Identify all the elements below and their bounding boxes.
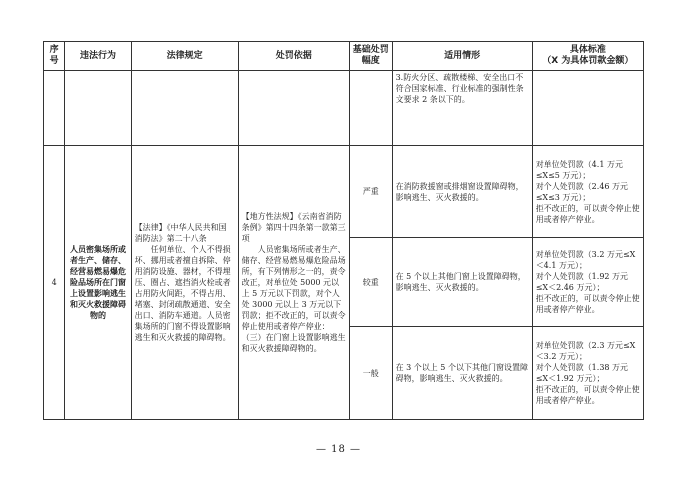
header-standard-title: 具体标准 xyxy=(569,45,606,55)
cell-case-heavy: 在 5 个以上其他门窗上设置障碍物，影响逃生、灭火救援的。 xyxy=(392,238,532,327)
cell-empty xyxy=(532,71,643,146)
cell-case-continued: 3.防火分区、疏散楼梯、安全出口不符合国家标准、行业标准的强制性条文要求 2 条以下的。 xyxy=(392,71,532,146)
cell-seq: 4 xyxy=(44,146,65,420)
cell-empty xyxy=(65,71,131,146)
table-row xyxy=(44,146,644,238)
penalty-standard-table xyxy=(43,41,644,420)
cell-standard-heavy: 对单位处罚款（3.2 万元≤X＜4.1 万元）； 对个人处罚款（1.92 万元≤X＜2.46 万元）； 拒不改正的，可以责令停止使用或者停产停业。 xyxy=(532,238,643,327)
header-violation: 违法行为 xyxy=(65,42,131,71)
header-seq: 序号 xyxy=(44,42,65,71)
header-standard xyxy=(532,42,643,71)
cell-case-general: 在 3 个以上 5 个以下其他门窗设置障碍物，影响逃生、灭火救援的。 xyxy=(392,327,532,420)
cell-empty xyxy=(349,71,392,146)
header-applicable-case: 适用情形 xyxy=(392,42,532,71)
header-base-range: 基础处罚幅度 xyxy=(349,42,392,71)
cell-standard-severe: 对单位处罚款（4.1 万元≤X≤5 万元）； 对个人处罚款（2.46 万元≤X≤3 万元）； 拒不改正的，可以责令停止使用或者停产停业。 xyxy=(532,146,643,238)
header-standard-note: （X 为具体罚款金额） xyxy=(542,56,634,66)
cell-penalty-basis: 【地方性法规】《云南省消防条例》第四十四条第一款第三项 人员密集场所或者生产、储存、经营易燃易爆危险品场所，有下列情形之一的，责令改正，对单位处 5000 元以上 5 万元以下罚款，对个人处 3000 元以上 3 万元以下罚款；拒不改正的，可以责令停止使用或者停产停业： （三）在门窗上设置影响逃生和灭火救援障碍物的。 xyxy=(238,146,349,420)
cell-law: 【法律】《中华人民共和国消防法》第二十八条 任何单位、个人不得损坏、挪用或者擅自拆除、停用消防设施、器材，不得埋压、圈占、遮挡消火栓或者占用防火间距，不得占用、堵塞、封闭疏散通道、安全出口、消防车通道。人员密集场所的门窗不得设置影响逃生和灭火救援的障碍物。 xyxy=(131,146,238,420)
cell-violation: 人员密集场所或者生产、储存、经营易燃易爆危险品场所在门窗上设置影响逃生和灭火救援障碍物的 xyxy=(65,146,131,420)
cell-case-severe: 在消防救援窗或排烟窗设置障碍物，影响逃生、灭火救援的。 xyxy=(392,146,532,238)
cell-level-general: 一般 xyxy=(349,327,392,420)
table-row-continued xyxy=(44,71,644,146)
cell-empty xyxy=(44,71,65,146)
cell-standard-general: 对单位处罚款（2.3 万元≤X＜3.2 万元）； 对个人处罚款（1.38 万元≤X＜1.92 万元）； 拒不改正的，可以责令停止使用或者停产停业。 xyxy=(532,327,643,420)
cell-level-severe: 严重 xyxy=(349,146,392,238)
header-law: 法律规定 xyxy=(131,42,238,71)
table-header xyxy=(44,42,644,71)
cell-empty xyxy=(131,71,238,146)
cell-empty xyxy=(238,71,349,146)
cell-level-heavy: 较重 xyxy=(349,238,392,327)
page-number: — 18 — xyxy=(315,444,362,455)
header-penalty-basis: 处罚依据 xyxy=(238,42,349,71)
